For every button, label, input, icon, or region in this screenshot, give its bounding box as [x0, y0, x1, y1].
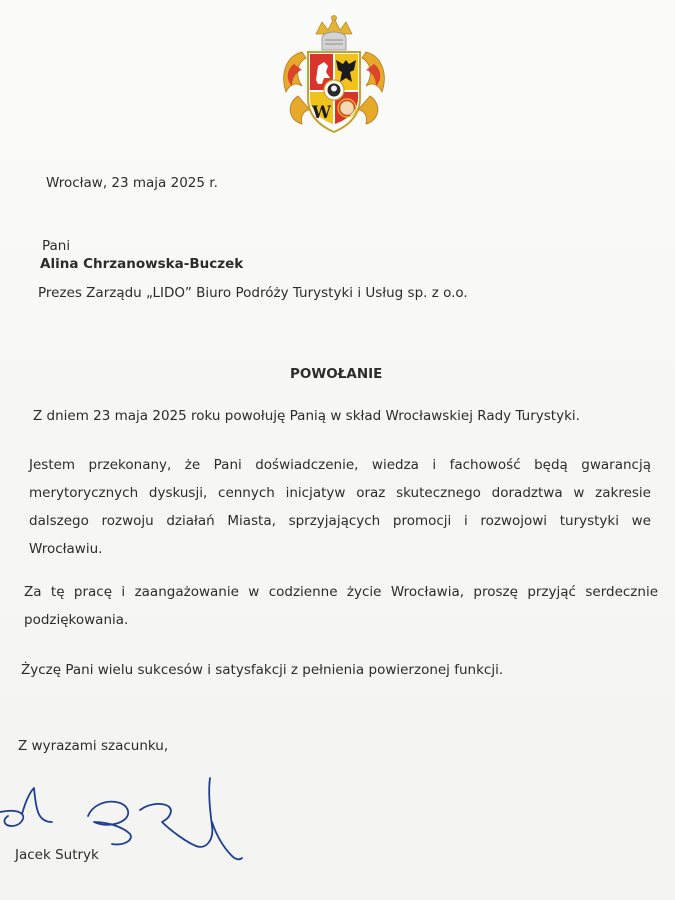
- body-paragraph-1: Z dniem 23 maja 2025 roku powołuję Panią w skład Wrocławskiej Rady Turystyki.: [33, 408, 580, 424]
- recipient-position: Prezes Zarządu „LIDO” Biuro Podróży Turystyki i Usług sp. z o.o.: [38, 285, 468, 301]
- body-paragraph-2: [29, 451, 651, 563]
- paragraph-3-line: podziękowania.: [24, 612, 129, 628]
- wroclaw-coat-of-arms-icon: [272, 12, 396, 136]
- paragraph-2-line: dalszego rozwoju działań Miasta, sprzyjających promocji i rozwojowi turystyki we: [29, 513, 651, 529]
- date-line: Wrocław, 23 maja 2025 r.: [46, 175, 218, 191]
- signer-name: Jacek Sutryk: [15, 847, 99, 863]
- svg-text:W: W: [311, 103, 332, 123]
- paragraph-2-line: Wrocławiu.: [29, 541, 103, 557]
- recipient-name: Alina Chrzanowska-Buczek: [40, 256, 244, 272]
- body-paragraph-4: Życzę Pani wielu sukcesów i satysfakcji z pełnienia powierzonej funkcji.: [21, 662, 504, 678]
- document-title: POWOŁANIE: [290, 366, 383, 382]
- paragraph-3-line: Za tę pracę i zaangażowanie w codzienne życie Wrocławia, proszę przyjąć serdecznie: [24, 584, 658, 600]
- closing-line: Z wyrazami szacunku,: [18, 738, 169, 754]
- paragraph-2-line: Jestem przekonany, że Pani doświadczenie, wiedza i fachowość będą gwarancją: [29, 457, 651, 473]
- paragraph-2-line: merytorycznych dyskusji, cennych inicjatyw oraz skutecznego doradztwa w zakresie: [29, 485, 651, 501]
- recipient-salutation: Pani: [42, 238, 71, 254]
- body-paragraph-3: [24, 578, 658, 634]
